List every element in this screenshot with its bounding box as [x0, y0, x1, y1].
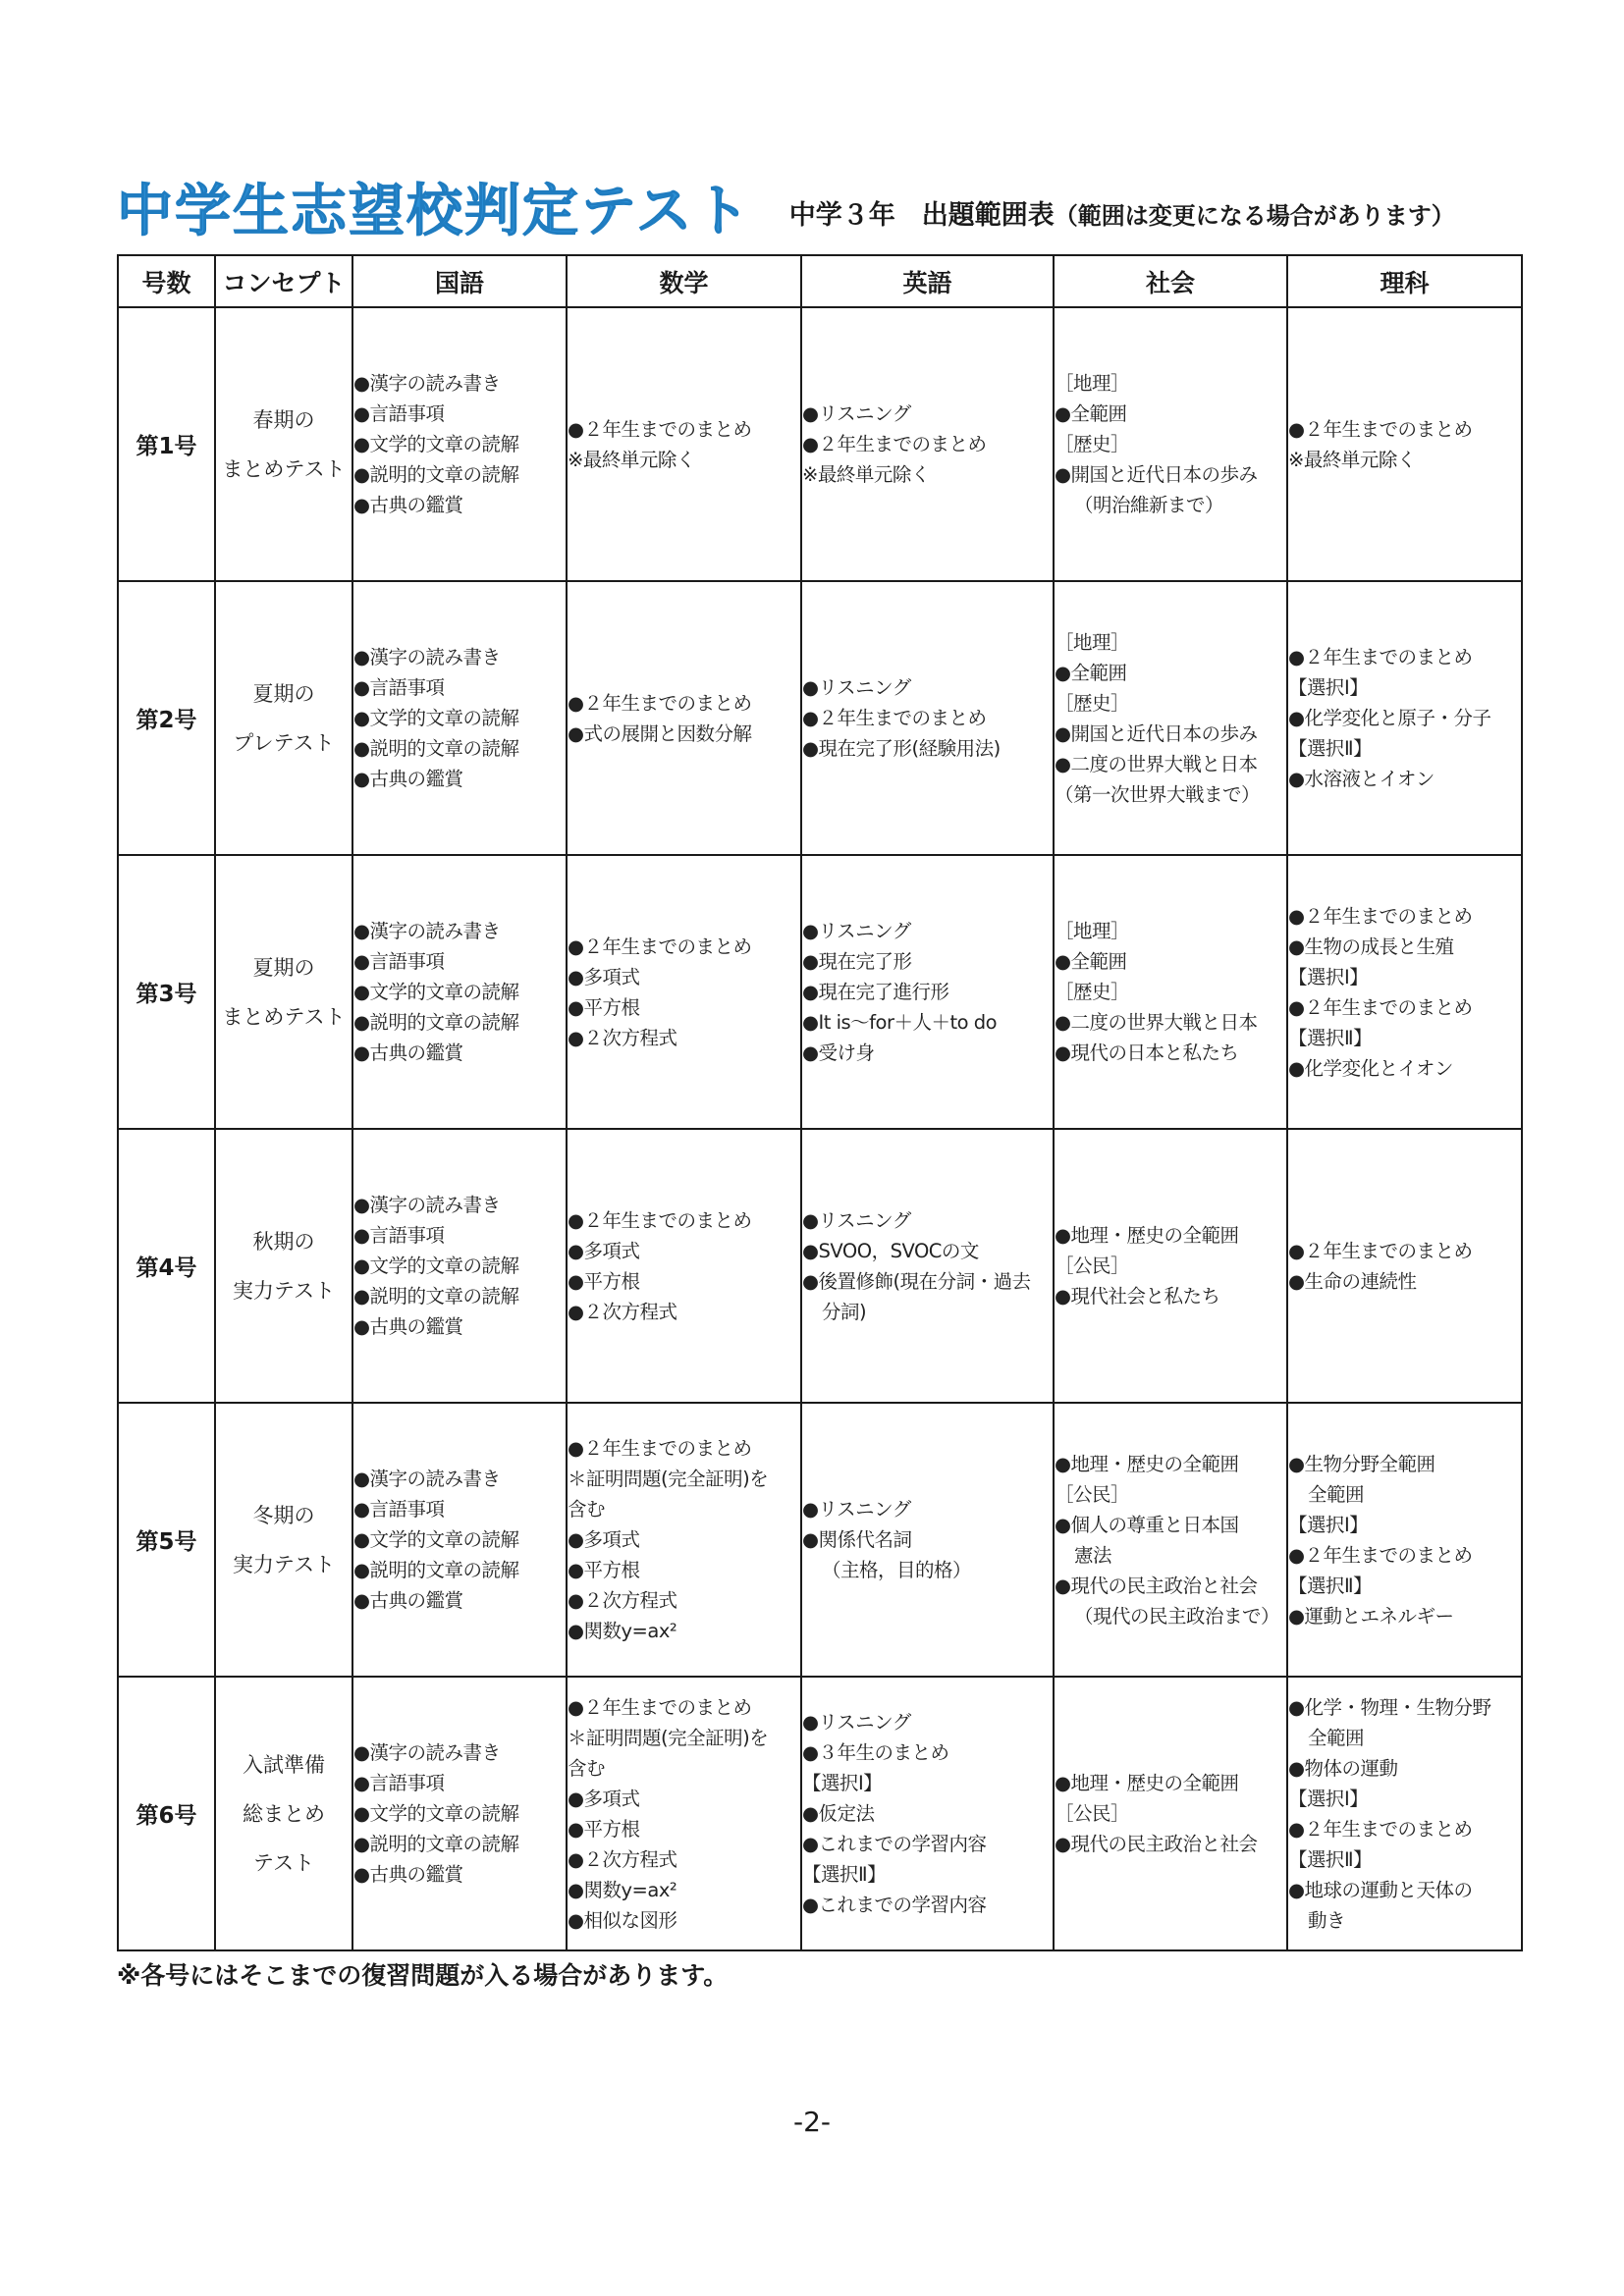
- concept-cell: [215, 581, 352, 855]
- issue-cell: 第1号: [118, 307, 215, 581]
- page-title: 中学生志望校判定テスト: [117, 179, 752, 243]
- list-item: ●文学的文章の読解: [353, 707, 519, 729]
- column-header-social: 社会: [1054, 255, 1287, 307]
- list-item: ●２年生までのまとめ: [568, 1437, 752, 1460]
- list-item: ●水溶液とイオン: [1288, 768, 1435, 790]
- english-cell: [801, 1677, 1054, 1950]
- list-item: 【選択Ⅰ】: [802, 1772, 883, 1794]
- list-item: 【選択Ⅰ】: [1288, 1513, 1369, 1536]
- issue-cell: 第2号: [118, 581, 215, 855]
- table-row: [118, 855, 1522, 1129]
- list-item: 【選択Ⅱ】: [1288, 1847, 1373, 1871]
- japanese-items: [353, 1737, 566, 1890]
- concept-line: 入試準備: [243, 1752, 325, 1777]
- social-items: [1055, 1449, 1286, 1631]
- list-item: ●説明的文章の読解: [353, 1833, 519, 1855]
- list-item: ●地理・歴史の全範囲: [1055, 1452, 1239, 1475]
- list-item: 【選択Ⅱ】: [1288, 737, 1373, 760]
- list-item: ●現代の日本と私たち: [1055, 1041, 1239, 1064]
- social-items: [1055, 1220, 1286, 1311]
- math-cell: [567, 1129, 801, 1403]
- column-header-english: 英語: [801, 255, 1054, 307]
- math-items: [568, 688, 800, 749]
- list-item: ●関数y=ax²: [568, 1878, 677, 1901]
- list-item: ●式の展開と因数分解: [568, 721, 752, 745]
- list-item: ●古典の鑑賞: [353, 768, 463, 790]
- list-item: ●古典の鑑賞: [353, 494, 463, 516]
- list-item: ●開国と近代日本の歩み: [1055, 463, 1258, 486]
- concept-line: 実力テスト: [232, 1278, 336, 1303]
- concept-line: まとめテスト: [222, 1004, 346, 1029]
- japanese-items: [353, 1464, 566, 1616]
- math-items: [568, 1205, 800, 1327]
- math-cell: [567, 581, 801, 855]
- concept-line: 実力テスト: [232, 1552, 336, 1576]
- list-item: ●It is～for＋人＋to do: [802, 1011, 998, 1034]
- concept-line: 春期の: [252, 407, 315, 432]
- list-item: 含む: [568, 1498, 606, 1521]
- list-item: ●古典の鑑賞: [353, 1589, 463, 1612]
- list-item: ●開国と近代日本の歩み: [1055, 721, 1258, 745]
- english-cell: [801, 1129, 1054, 1403]
- math-cell: [567, 307, 801, 581]
- social-items: [1055, 368, 1286, 520]
- list-item: 含む: [568, 1756, 606, 1780]
- table-row: [118, 1129, 1522, 1403]
- list-item: 【選択Ⅱ】: [1288, 1026, 1373, 1049]
- list-item: ●言語事項: [353, 1224, 445, 1247]
- social-cell: [1054, 855, 1287, 1129]
- list-item: ●言語事項: [353, 402, 445, 425]
- list-item: ●２年生までのまとめ: [1288, 1239, 1473, 1262]
- issue-cell: 第3号: [118, 855, 215, 1129]
- concept-line: 夏期の: [252, 955, 315, 980]
- math-items: [568, 932, 800, 1053]
- list-item: ●全範囲: [1055, 950, 1127, 973]
- english-cell: [801, 307, 1054, 581]
- table-row: [118, 581, 1522, 855]
- japanese-items: [353, 916, 566, 1068]
- english-cell: [801, 855, 1054, 1129]
- list-item: ●物体の運動: [1288, 1756, 1398, 1780]
- list-item: ●説明的文章の読解: [353, 1011, 519, 1034]
- list-item: ［地理］: [1055, 372, 1130, 395]
- english-cell: [801, 581, 1054, 855]
- footnote: ※各号にはそこまでの復習問題が入る場合があります。: [117, 1961, 729, 1990]
- list-item: ●２年生までのまとめ: [568, 1695, 752, 1719]
- english-items: [802, 1494, 1053, 1585]
- list-item: ●漢字の読み書き: [353, 646, 501, 668]
- column-header-concept: コンセプト: [215, 255, 352, 307]
- list-item: ［公民］: [1055, 1255, 1130, 1277]
- list-item: ［地理］: [1055, 630, 1130, 654]
- list-item: 【選択Ⅱ】: [802, 1863, 887, 1886]
- list-item: ●２次方程式: [568, 1847, 677, 1871]
- list-item: ●二度の世界大戦と日本: [1055, 1011, 1258, 1034]
- subtitle-note: （範囲は変更になる場合があります）: [1054, 201, 1455, 230]
- japanese-cell: [352, 1403, 567, 1677]
- list-item: ●リスニング: [802, 1711, 911, 1734]
- page-number: -2-: [792, 2106, 832, 2138]
- list-item: ●２次方程式: [568, 1300, 677, 1323]
- list-item: ●現代の民主政治と社会: [1055, 1574, 1258, 1597]
- science-items: [1288, 1449, 1521, 1631]
- social-items: [1055, 916, 1286, 1068]
- english-items: [802, 399, 1053, 490]
- list-item: ●リスニング: [802, 1208, 911, 1232]
- concept-line: 夏期の: [252, 681, 315, 706]
- concept-line: 冬期の: [252, 1503, 315, 1527]
- list-item: ［公民］: [1055, 1802, 1130, 1825]
- list-item: ●運動とエネルギー: [1288, 1604, 1454, 1628]
- science-cell: [1287, 581, 1522, 855]
- list-item: ［歴史］: [1055, 691, 1130, 715]
- japanese-cell: [352, 307, 567, 581]
- social-cell: [1054, 581, 1287, 855]
- list-item: ※最終単元除く: [802, 463, 930, 486]
- concept-cell: [215, 855, 352, 1129]
- science-items: [1288, 901, 1521, 1084]
- issue-cell: 第4号: [118, 1129, 215, 1403]
- list-item: ●２年生までのまとめ: [1288, 904, 1473, 928]
- list-item: ＊証明問題(完全証明)を: [568, 1468, 769, 1490]
- list-item: ●受け身: [802, 1041, 875, 1064]
- list-item: ※最終単元除く: [568, 448, 695, 471]
- list-item: ●生物分野全範囲: [1288, 1452, 1435, 1475]
- list-item: ●個人の尊重と日本国: [1055, 1513, 1239, 1536]
- japanese-cell: [352, 1129, 567, 1403]
- table-row: [118, 307, 1522, 581]
- list-item: ［歴史］: [1055, 433, 1130, 455]
- list-item: ●古典の鑑賞: [353, 1041, 463, 1064]
- column-header-issue: 号数: [118, 255, 215, 307]
- math-cell: [567, 1403, 801, 1677]
- list-item: ●２年生までのまとめ: [1288, 417, 1473, 441]
- list-item: 憲法: [1074, 1543, 1112, 1567]
- list-item: （現代の民主政治まで）: [1074, 1604, 1280, 1628]
- exam-range-table: [117, 254, 1523, 1951]
- list-item: ●地理・歴史の全範囲: [1055, 1772, 1239, 1794]
- list-item: ※最終単元除く: [1288, 448, 1416, 471]
- list-item: ●２年生までのまとめ: [568, 691, 752, 715]
- science-cell: [1287, 1677, 1522, 1950]
- list-item: ●化学・物理・生物分野: [1288, 1695, 1491, 1719]
- list-item: ●２年生までのまとめ: [568, 1208, 752, 1232]
- list-item: ●現代社会と私たち: [1055, 1285, 1220, 1308]
- list-item: ●２年生までのまとめ: [568, 417, 752, 441]
- column-header-math: 数学: [567, 255, 801, 307]
- social-items: [1055, 627, 1286, 810]
- english-items: [802, 1205, 1053, 1327]
- list-item: 分詞): [822, 1300, 867, 1323]
- list-item: ●２年生までのまとめ: [1288, 1543, 1473, 1567]
- list-item: ●平方根: [568, 1559, 640, 1581]
- list-item: ●言語事項: [353, 1772, 445, 1794]
- concept-cell: [215, 1403, 352, 1677]
- list-item: ●２年生までのまとめ: [802, 707, 987, 729]
- social-cell: [1054, 307, 1287, 581]
- japanese-items: [353, 642, 566, 794]
- list-item: ●地理・歴史の全範囲: [1055, 1224, 1239, 1247]
- list-item: ●２年生までのまとめ: [802, 433, 987, 455]
- list-item: ●古典の鑑賞: [353, 1315, 463, 1338]
- list-item: ●現在完了形: [802, 950, 912, 973]
- list-item: ●平方根: [568, 1817, 640, 1841]
- list-item: 全範囲: [1308, 1726, 1365, 1749]
- list-item: ●文学的文章の読解: [353, 1528, 519, 1551]
- list-item: ●生命の連続性: [1288, 1269, 1417, 1293]
- page-subtitle: [789, 193, 1455, 232]
- list-item: 動き: [1308, 1908, 1346, 1932]
- column-header-science: 理科: [1287, 255, 1522, 307]
- list-item: ●説明的文章の読解: [353, 1559, 519, 1581]
- list-item: ●現代の民主政治と社会: [1055, 1833, 1258, 1855]
- social-cell: [1054, 1403, 1287, 1677]
- list-item: ●古典の鑑賞: [353, 1863, 463, 1886]
- list-item: ●化学変化とイオン: [1288, 1056, 1453, 1080]
- list-item: ［公民］: [1055, 1482, 1130, 1506]
- japanese-items: [353, 1190, 566, 1342]
- concept-cell: [215, 307, 352, 581]
- list-item: ●漢字の読み書き: [353, 1468, 501, 1490]
- list-item: （明治維新まで）: [1074, 494, 1224, 516]
- list-item: ●現在完了形(経験用法): [802, 737, 1001, 760]
- concept-cell: [215, 1129, 352, 1403]
- list-item: ●説明的文章の読解: [353, 463, 519, 486]
- list-item: ＊証明問題(完全証明)を: [568, 1726, 769, 1749]
- table-header-row: [118, 255, 1522, 307]
- math-cell: [567, 1677, 801, 1950]
- list-item: ●２次方程式: [568, 1026, 677, 1049]
- list-item: ●文学的文章の読解: [353, 1255, 519, 1277]
- japanese-cell: [352, 1677, 567, 1950]
- list-item: ●文学的文章の読解: [353, 433, 519, 455]
- list-item: ●多項式: [568, 1239, 640, 1262]
- list-item: ●関係代名詞: [802, 1528, 912, 1551]
- list-item: ●文学的文章の読解: [353, 981, 519, 1003]
- english-items: [802, 672, 1053, 764]
- science-items: [1288, 642, 1521, 794]
- list-item: ●多項式: [568, 1787, 640, 1810]
- science-items: [1288, 414, 1521, 475]
- list-item: ●現在完了進行形: [802, 981, 949, 1003]
- list-item: ●地球の運動と天体の: [1288, 1878, 1473, 1901]
- list-item: ●言語事項: [353, 676, 445, 699]
- list-item: ●多項式: [568, 965, 640, 988]
- list-item: ●説明的文章の読解: [353, 737, 519, 760]
- list-item: ●リスニング: [802, 676, 911, 699]
- list-item: ●平方根: [568, 1269, 640, 1293]
- list-item: ●二度の世界大戦と日本: [1055, 752, 1258, 775]
- concept-line: まとめテスト: [222, 456, 346, 481]
- japanese-items: [353, 368, 566, 520]
- list-item: ●漢字の読み書き: [353, 372, 501, 395]
- japanese-cell: [352, 581, 567, 855]
- social-cell: [1054, 1677, 1287, 1950]
- list-item: ●２年生までのまとめ: [1288, 1817, 1473, 1841]
- list-item: ●２年生までのまとめ: [1288, 995, 1473, 1019]
- list-item: ●リスニング: [802, 920, 911, 942]
- list-item: ●言語事項: [353, 950, 445, 973]
- list-item: ●言語事項: [353, 1498, 445, 1521]
- table-body: [118, 307, 1522, 1950]
- table-row: [118, 1403, 1522, 1677]
- list-item: 【選択Ⅰ】: [1288, 676, 1369, 699]
- list-item: ●後置修飾(現在分詞・過去: [802, 1269, 1031, 1293]
- issue-cell: 第5号: [118, 1403, 215, 1677]
- list-item: ●関数y=ax²: [568, 1620, 677, 1642]
- list-item: 【選択Ⅰ】: [1288, 965, 1369, 988]
- list-item: ●多項式: [568, 1528, 640, 1551]
- issue-cell: 第6号: [118, 1677, 215, 1950]
- concept-cell: [215, 1677, 352, 1950]
- list-item: ●平方根: [568, 995, 640, 1019]
- science-cell: [1287, 1129, 1522, 1403]
- list-item: ●これまでの学習内容: [802, 1833, 987, 1855]
- table-row: [118, 1677, 1522, 1950]
- english-items: [802, 1707, 1053, 1920]
- list-item: ●リスニング: [802, 1498, 911, 1521]
- science-items: [1288, 1236, 1521, 1297]
- science-cell: [1287, 307, 1522, 581]
- list-item: ●これまでの学習内容: [802, 1894, 987, 1916]
- list-item: ●相似な図形: [568, 1908, 677, 1932]
- subtitle-main: 中学３年 出題範囲表: [788, 199, 1055, 231]
- concept-line: 総まとめ: [243, 1801, 325, 1826]
- list-item: ●化学変化と原子・分子: [1288, 707, 1491, 729]
- concept-line: テスト: [252, 1850, 315, 1875]
- list-item: ●説明的文章の読解: [353, 1285, 519, 1308]
- list-item: ●全範囲: [1055, 661, 1127, 684]
- list-item: （主格，目的格）: [822, 1559, 972, 1581]
- list-item: ●２次方程式: [568, 1589, 677, 1612]
- list-item: ●３年生のまとめ: [802, 1741, 949, 1764]
- concept-line: プレテスト: [233, 730, 335, 755]
- social-items: [1055, 1768, 1286, 1859]
- column-header-japanese: 国語: [352, 255, 567, 307]
- science-cell: [1287, 1403, 1522, 1677]
- list-item: ●全範囲: [1055, 402, 1127, 425]
- list-item: ●仮定法: [802, 1802, 875, 1825]
- math-cell: [567, 855, 801, 1129]
- list-item: （第一次世界大戦まで）: [1055, 782, 1261, 806]
- english-items: [802, 916, 1053, 1068]
- science-items: [1288, 1692, 1521, 1936]
- list-item: ●漢字の読み書き: [353, 920, 501, 942]
- page-header: [117, 167, 1521, 245]
- science-cell: [1287, 855, 1522, 1129]
- english-cell: [801, 1403, 1054, 1677]
- list-item: ●２年生までのまとめ: [1288, 646, 1473, 668]
- list-item: ●漢字の読み書き: [353, 1194, 501, 1216]
- list-item: ●生物の成長と生殖: [1288, 934, 1454, 958]
- list-item: 【選択Ⅰ】: [1288, 1787, 1369, 1810]
- list-item: ●２年生までのまとめ: [568, 934, 752, 958]
- math-items: [568, 1433, 800, 1646]
- list-item: ●漢字の読み書き: [353, 1741, 501, 1764]
- list-item: 【選択Ⅱ】: [1288, 1574, 1373, 1597]
- list-item: ●SVOO，SVOCの文: [802, 1239, 979, 1262]
- list-item: 全範囲: [1308, 1482, 1365, 1506]
- list-item: ［歴史］: [1055, 981, 1130, 1003]
- list-item: ●文学的文章の読解: [353, 1802, 519, 1825]
- math-items: [568, 414, 800, 475]
- list-item: ［地理］: [1055, 920, 1130, 942]
- math-items: [568, 1692, 800, 1936]
- list-item: ●リスニング: [802, 402, 911, 425]
- social-cell: [1054, 1129, 1287, 1403]
- japanese-cell: [352, 855, 567, 1129]
- concept-line: 秋期の: [252, 1229, 315, 1254]
